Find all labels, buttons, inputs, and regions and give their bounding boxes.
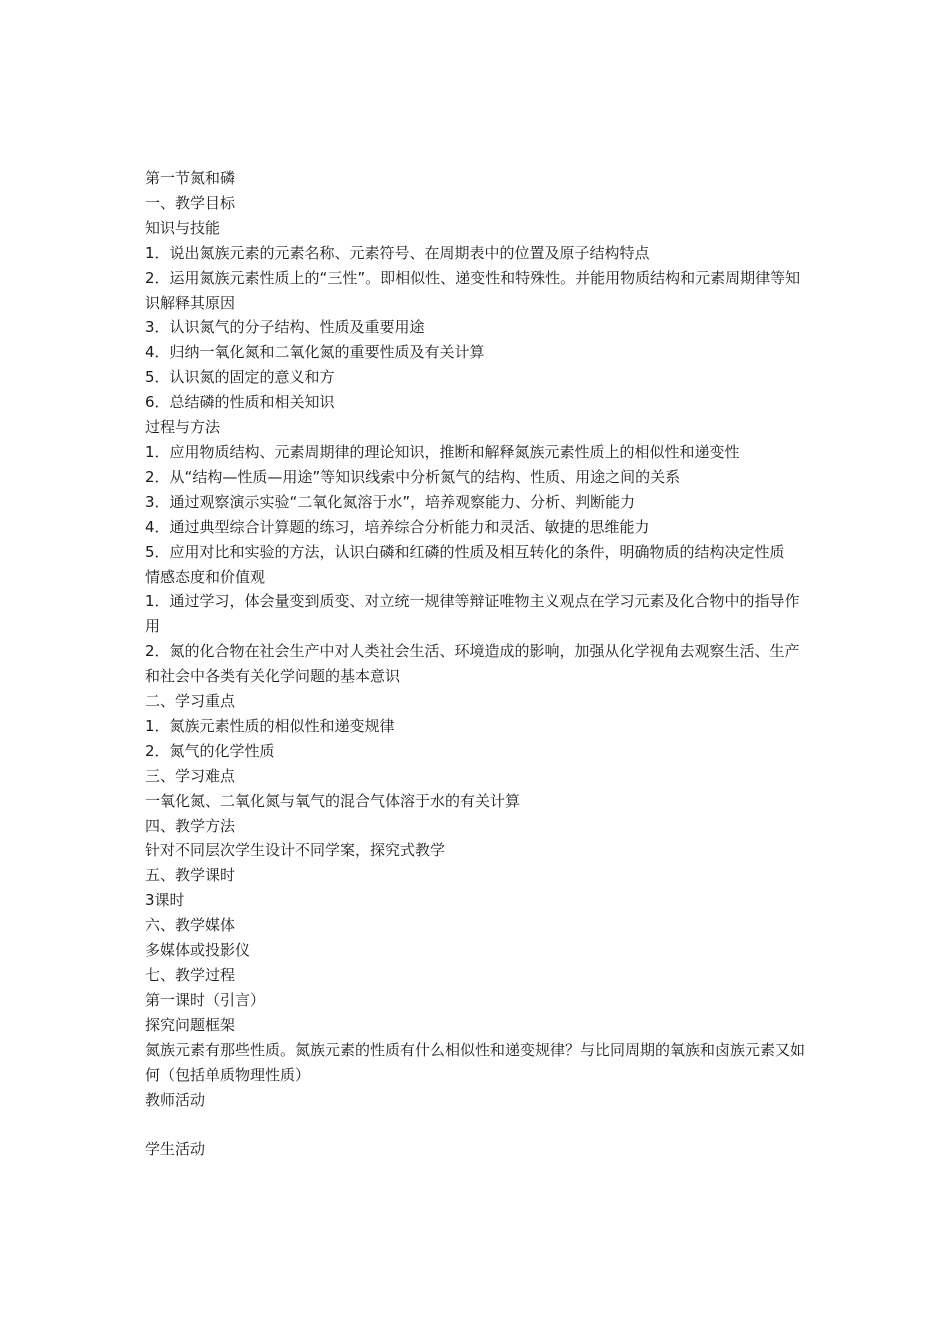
list-item: 2．从“结构—性质—用途”等知识线索中分析氮气的结构、性质、用途之间的关系	[145, 467, 681, 486]
list-item: 5．认识氮的固定的意义和方	[145, 368, 335, 387]
list-item: 1．说出氮族元素的元素名称、元素符号、在周期表中的位置及原子结构特点	[145, 243, 650, 262]
list-item: 4．归纳一氧化氮和二氧化氮的重要性质及有关计算	[145, 343, 485, 362]
section-title: 第一节氮和磷	[145, 169, 236, 187]
paragraph: 教师活动	[145, 1090, 206, 1109]
subheading-process-methods: 过程与方法	[145, 418, 221, 437]
list-item: 1．通过学习，体会量变到质变、对立统一规律等辩证唯物主义观点在学习元素及化合物中的指导作用	[145, 592, 800, 636]
heading-teaching-goals: 一、教学目标	[145, 193, 236, 212]
paragraph: 针对不同层次学生设计不同学案，探究式教学	[145, 841, 446, 860]
list-item: 2．氮气的化学性质	[145, 741, 275, 760]
heading-key-points: 二、学习重点	[145, 692, 236, 711]
heading-teaching-media: 六、教学媒体	[145, 916, 236, 935]
list-item: 6．总结磷的性质和相关知识	[145, 393, 335, 412]
blank-line	[145, 1112, 813, 1137]
heading-teaching-method: 四、教学方法	[145, 816, 236, 835]
list-item: 3．认识氮气的分子结构、性质及重要用途	[145, 318, 425, 337]
list-item: 2．氮的化合物在社会生产中对人类社会生活、环境造成的影响，加强从化学视角去观察生活、生产和社会中各类有关化学问题的基本意识	[145, 642, 800, 686]
paragraph: 3课时	[145, 891, 185, 910]
document-body	[145, 166, 813, 1162]
subheading-knowledge-skills: 知识与技能	[145, 218, 221, 237]
heading-difficulties: 三、学习难点	[145, 766, 236, 785]
list-item: 5．应用对比和实验的方法，认识白磷和红磷的性质及相互转化的条件，明确物质的结构决定性质	[145, 542, 785, 561]
heading-class-hours: 五、教学课时	[145, 866, 236, 885]
list-item: 3．通过观察演示实验“二氧化氮溶于水”，培养观察能力、分析、判断能力	[145, 492, 636, 511]
paragraph: 氮族元素有那些性质。氮族元素的性质有什么相似性和递变规律？与比同周期的氧族和卤族元素又如何（包括单质物理性质）	[145, 1040, 806, 1084]
paragraph: 学生活动	[145, 1140, 206, 1159]
list-item: 1．氮族元素性质的相似性和递变规律	[145, 716, 395, 735]
list-item: 1．应用物质结构、元素周期律的理论知识，推断和解释氮族元素性质上的相似性和递变性	[145, 442, 740, 461]
paragraph: 探究问题框架	[145, 1015, 236, 1034]
list-item: 4．通过典型综合计算题的练习，培养综合分析能力和灵活、敏捷的思维能力	[145, 517, 650, 536]
list-item: 2．运用氮族元素性质上的“三性”。即相似性、递变性和特殊性。并能用物质结构和元素周期律等知识解释其原因	[145, 268, 801, 312]
paragraph: 第一课时（引言）	[145, 990, 266, 1009]
paragraph: 一氧化氮、二氧化氮与氧气的混合气体溶于水的有关计算	[145, 791, 521, 810]
subheading-attitudes-values: 情感态度和价值观	[145, 567, 266, 586]
paragraph: 多媒体或投影仪	[145, 941, 251, 960]
heading-teaching-process: 七、教学过程	[145, 966, 236, 984]
